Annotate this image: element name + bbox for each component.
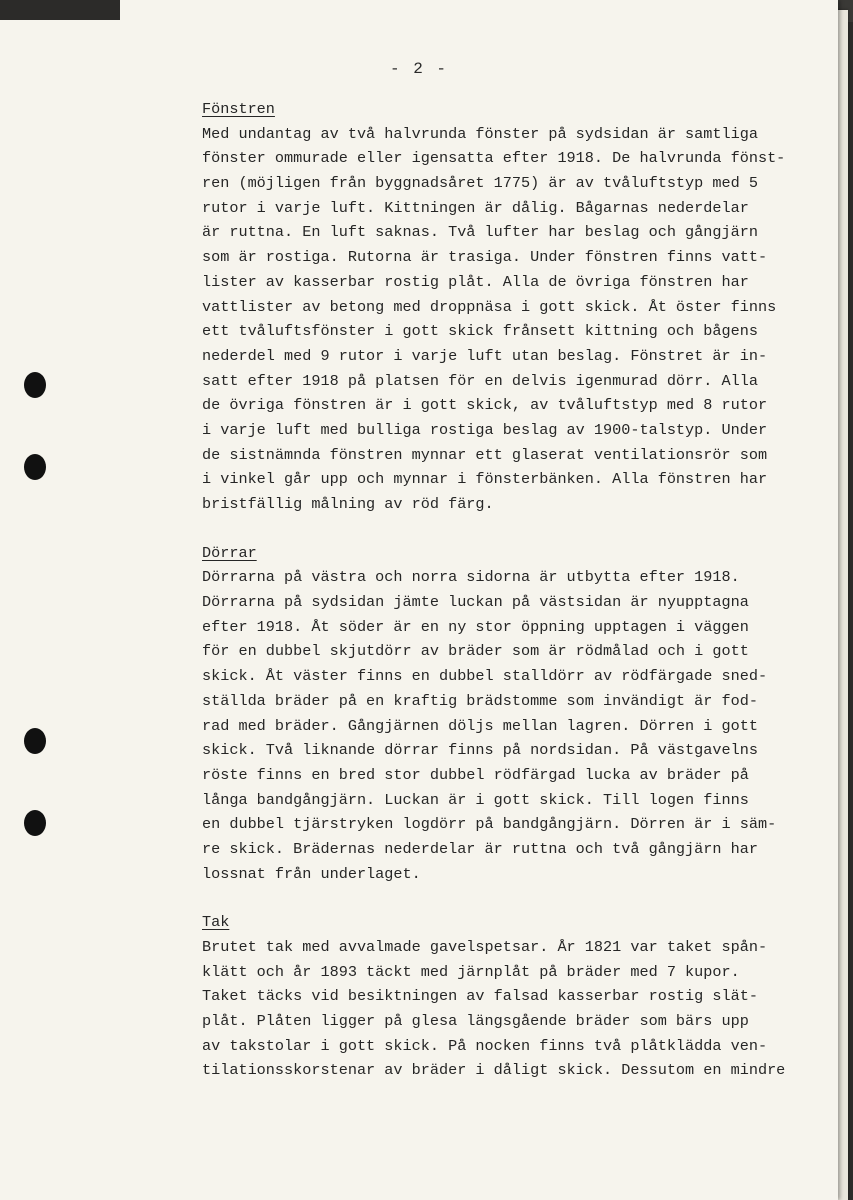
section-text <box>202 565 802 886</box>
text-line: de sistnämnda fönstren mynnar ett glaserat ventilationsrör som <box>202 445 768 464</box>
punch-hole <box>24 728 46 754</box>
text-line: i vinkel går upp och mynnar i fönsterbänken. Alla fönstren har <box>202 470 768 489</box>
text-line: nederdel med 9 rutor i varje luft utan beslag. Fönstret är in- <box>202 346 768 365</box>
text-line: klätt och år 1893 täckt med järnplåt på bräder med 7 kupor. <box>202 962 740 981</box>
section-text <box>202 122 802 517</box>
text-line: lossnat från underlaget. <box>202 864 421 883</box>
text-line: Dörrarna på västra och norra sidorna är utbytta efter 1918. <box>202 568 740 587</box>
text-line: re skick. Brädernas nederdelar är ruttna och två gångjärn har <box>202 839 758 858</box>
text-line: plåt. Plåten ligger på glesa längsgående bräder som bärs upp <box>202 1012 749 1031</box>
text-line: är ruttna. En luft saknas. Två lufter har beslag och gångjärn <box>202 223 758 242</box>
folded-corner-shadow <box>0 0 120 20</box>
page-number: - 2 - <box>389 60 448 78</box>
section-heading: Fönstren <box>202 100 275 118</box>
section-tak <box>202 910 802 1083</box>
text-line: för en dubbel skjutdörr av bräder som är rödmålad och i gott <box>202 642 749 661</box>
text-line: bristfällig målning av röd färg. <box>202 495 494 513</box>
text-line: skick. Två liknande dörrar finns på nordsidan. På västgavelns <box>202 741 758 760</box>
text-line: satt efter 1918 på platsen för en delvis igenmurad dörr. Alla <box>202 371 758 390</box>
punch-hole <box>24 810 46 836</box>
text-line: tilationsskorstenar av bräder i dåligt skick. Dessutom en mindre <box>202 1061 786 1080</box>
text-line: efter 1918. Åt söder är en ny stor öppning upptagen i väggen <box>202 617 749 636</box>
punch-hole <box>24 372 46 398</box>
section-text <box>202 935 802 1083</box>
text-line: Brutet tak med avvalmade gavelspetsar. År 1821 var taket spån- <box>202 938 768 956</box>
text-line: ställda bräder på en kraftig brädstomme som invändigt är fod- <box>202 691 758 710</box>
punch-hole <box>24 454 46 480</box>
text-line: Dörrarna på sydsidan jämte luckan på västsidan är nyupptagna <box>202 593 749 612</box>
text-line: en dubbel tjärstryken logdörr på bandgångjärn. Dörren är i säm- <box>202 815 777 834</box>
text-line: Taket täcks vid besiktningen av falsad kasserbar rostig slät- <box>202 987 758 1006</box>
section-heading: Tak <box>202 913 230 932</box>
text-line: rutor i varje luft. Kittningen är dålig. Bågarnas nederdelar <box>202 198 749 217</box>
text-line: långa bandgångjärn. Luckan är i gott skick. Till logen finns <box>202 790 749 809</box>
text-line: röste finns en bred stor dubbel rödfärgad lucka av bräder på <box>202 765 749 784</box>
text-line: av takstolar i gott skick. På nocken finns två plåtklädda ven- <box>202 1036 768 1055</box>
text-line: Med undantag av två halvrunda fönster på sydsidan är samtliga <box>202 124 758 143</box>
text-line: ren (möjligen från byggnadsåret 1775) är av tvåluftstyp med 5 <box>202 174 758 193</box>
document-body <box>202 97 802 1083</box>
text-line: som är rostiga. Rutorna är trasiga. Under fönstren finns vatt- <box>202 248 768 267</box>
text-line: lister av kasserbar rostig plåt. Alla de övriga fönstren har <box>202 272 749 291</box>
section-fonstren <box>202 97 802 517</box>
text-line: rad med bräder. Gångjärnen döljs mellan lagren. Dörren i gott <box>202 716 758 735</box>
section-heading: Dörrar <box>202 543 257 562</box>
text-line: i varje luft med bulliga rostiga beslag av 1900-talstyp. Under <box>202 420 768 439</box>
text-line: de övriga fönstren är i gott skick, av tvåluftstyp med 8 rutor <box>202 396 768 415</box>
text-line: fönster ommurade eller igensatta efter 1918. De halvrunda fönst- <box>202 149 786 168</box>
text-line: skick. Åt väster finns en dubbel stalldörr av rödfärgade sned- <box>202 667 768 686</box>
section-dorrar <box>202 541 802 887</box>
text-line: vattlister av betong med droppnäsa i gott skick. Åt öster finns <box>202 297 777 316</box>
text-line: ett tvåluftsfönster i gott skick frånsett kittning och bågens <box>202 322 758 341</box>
